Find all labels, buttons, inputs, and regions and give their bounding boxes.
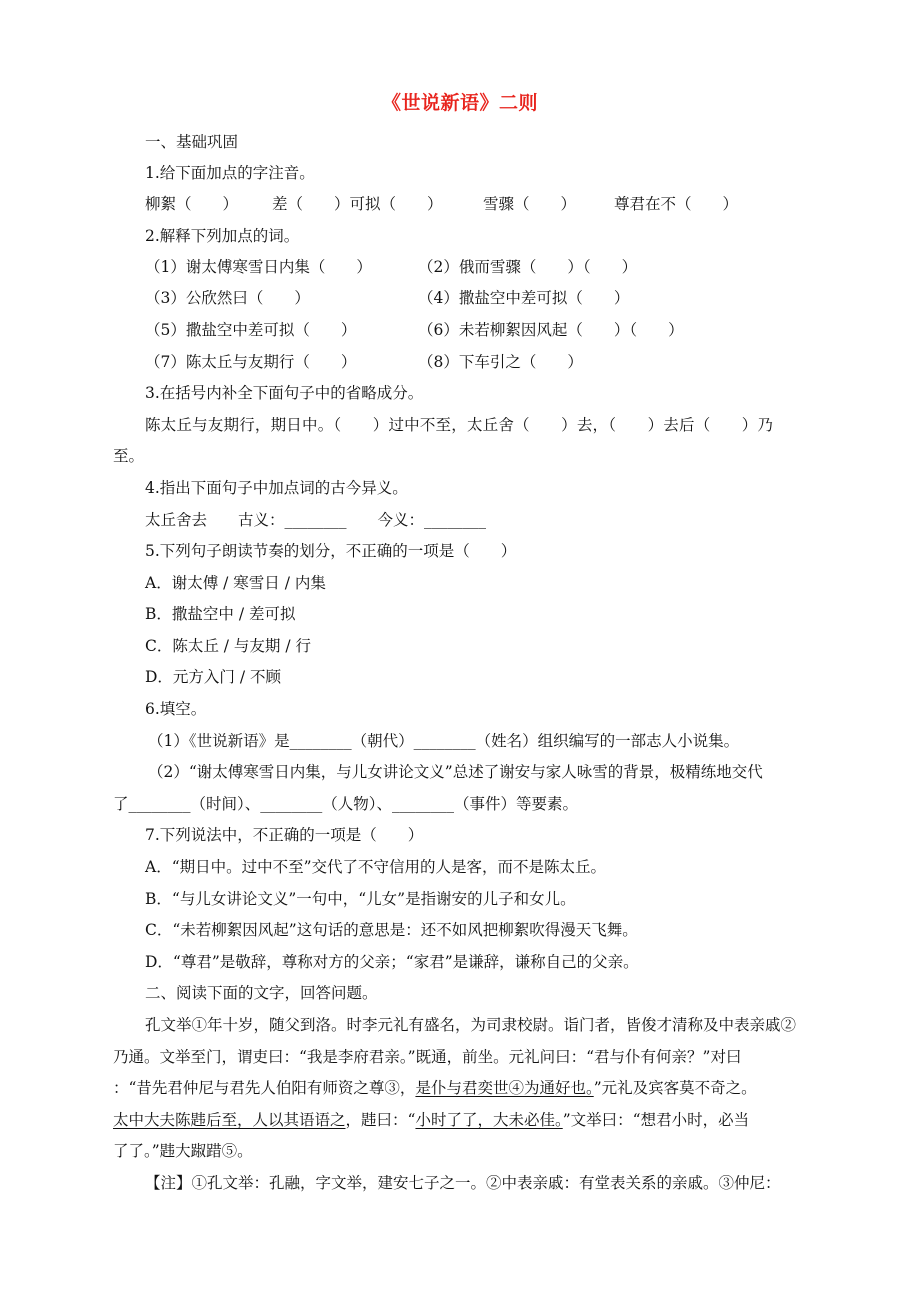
- q2-item: （5）撒盐空中差可拟（ ）: [145, 321, 357, 339]
- q1-item: 雪骤（ ）: [483, 195, 577, 213]
- q5-option: A．谢太傅 / 寒雪日 / 内集: [145, 574, 326, 592]
- passage-notes: 【注】①孔文举：孔融，字文举，建安七子之一。②中表亲戚：有堂表关系的亲戚。③仲尼：: [145, 1174, 781, 1192]
- q1-item: 尊君在不（ ）: [614, 195, 739, 213]
- q3-prompt: 3.在括号内补全下面句子中的省略成分。: [145, 384, 424, 402]
- q2-item: （8）下车引之（ ）: [418, 353, 583, 371]
- passage-text: ”元礼及宾客莫不奇之。: [593, 1079, 757, 1097]
- q5-option: C．陈太丘 / 与友期 / 行: [145, 637, 312, 655]
- passage-line: 孔文举①年十岁，随父到洛。时李元礼有盛名，为司隶校尉。诣门者，皆俊才清称及中表亲戚②: [145, 1016, 797, 1034]
- passage-text: ，韪曰：“: [345, 1111, 416, 1129]
- q2-item: （1）谢太傅寒雪日内集（ ）: [145, 258, 372, 276]
- underlined-sentence: 太中大夫陈韪后至，人以其语语之: [113, 1111, 346, 1129]
- passage-text: ”文举曰：“想君小时，必当: [562, 1111, 750, 1129]
- page-title: 《世说新语》二则: [381, 92, 538, 114]
- q5-option: D．元方入门 / 不顾: [145, 668, 282, 686]
- q4-prompt: 4.指出下面句子中加点词的古今异义。: [145, 479, 408, 497]
- q1-prompt: 1.给下面加点的字注音。: [145, 164, 315, 182]
- q7-option: C．“未若柳絮因风起”这句话的意思是：还不如风把柳絮吹得漫天飞舞。: [145, 921, 638, 939]
- q6-line: 了________（时间）、________（人物）、________（事件）等要素。: [113, 795, 579, 813]
- q2-item: （6）未若柳絮因风起（ ）（ ）: [418, 321, 684, 339]
- q7-prompt: 7.下列说法中，不正确的一项是（ ）: [145, 826, 424, 844]
- q3-line: 陈太丘与友期行，期日中。（ ）过中不至，太丘舍（ ）去，（ ）去后（ ）乃: [145, 416, 774, 434]
- q6-line: （1）《世说新语》是________（朝代）________（姓名）组织编写的一部志人小说集。: [148, 732, 740, 750]
- q5-option: B．撒盐空中 / 差可拟: [145, 605, 296, 623]
- q6-line: （2）“谢太傅寒雪日内集，与儿女讲论文义”总述了谢安与家人咏雪的背景，极精练地交代: [148, 763, 763, 781]
- q2-item: （2）俄而雪骤（ ）（ ）: [418, 258, 638, 276]
- q2-item: （3）公欣然曰（ ）: [145, 289, 310, 307]
- q2-item: （7）陈太丘与友期行（ ）: [145, 353, 357, 371]
- passage-text: ：“昔先君仲尼与君先人伯阳有师资之尊③，: [113, 1079, 416, 1097]
- q1-item: 柳絮（ ）: [145, 195, 239, 213]
- section2-heading: 二、阅读下面的文字，回答问题。: [145, 984, 378, 1002]
- q4-line: 太丘舍去 古义：________ 今义：________: [145, 511, 487, 529]
- q7-option: D．“尊君”是敬辞，尊称对方的父亲；“家君”是谦辞，谦称自己的父亲。: [145, 953, 639, 971]
- underlined-sentence: 是仆与君奕世④为通好也。: [415, 1079, 594, 1097]
- q2-item: （4）撒盐空中差可拟（ ）: [418, 289, 630, 307]
- q3-line: 至。: [113, 447, 145, 465]
- underlined-sentence: 小时了了，大未必佳。: [415, 1111, 563, 1129]
- passage-line: 了了。”韪大踧踖⑤。: [113, 1142, 253, 1160]
- q7-option: A．“期日中。过中不至”交代了不守信用的人是客，而不是陈太丘。: [145, 858, 607, 876]
- passage-line: [113, 1109, 749, 1131]
- q5-prompt: 5.下列句子朗读节奏的划分，不正确的一项是（ ）: [145, 542, 517, 560]
- q2-prompt: 2.解释下列加点的词。: [145, 227, 300, 245]
- q6-prompt: 6.填空。: [145, 700, 207, 718]
- q1-item: 差（ ）可拟（ ）: [272, 195, 443, 213]
- q7-option: B．“与儿女讲论文义”一句中，“儿女”是指谢安的儿子和女儿。: [145, 890, 576, 908]
- section1-heading: 一、基础巩固: [145, 133, 239, 151]
- passage-line: 乃通。文举至门，谓吏曰：“我是李府君亲。”既通，前坐。元礼问曰：“君与仆有何亲？”对曰: [113, 1048, 742, 1066]
- passage-line: [113, 1077, 757, 1099]
